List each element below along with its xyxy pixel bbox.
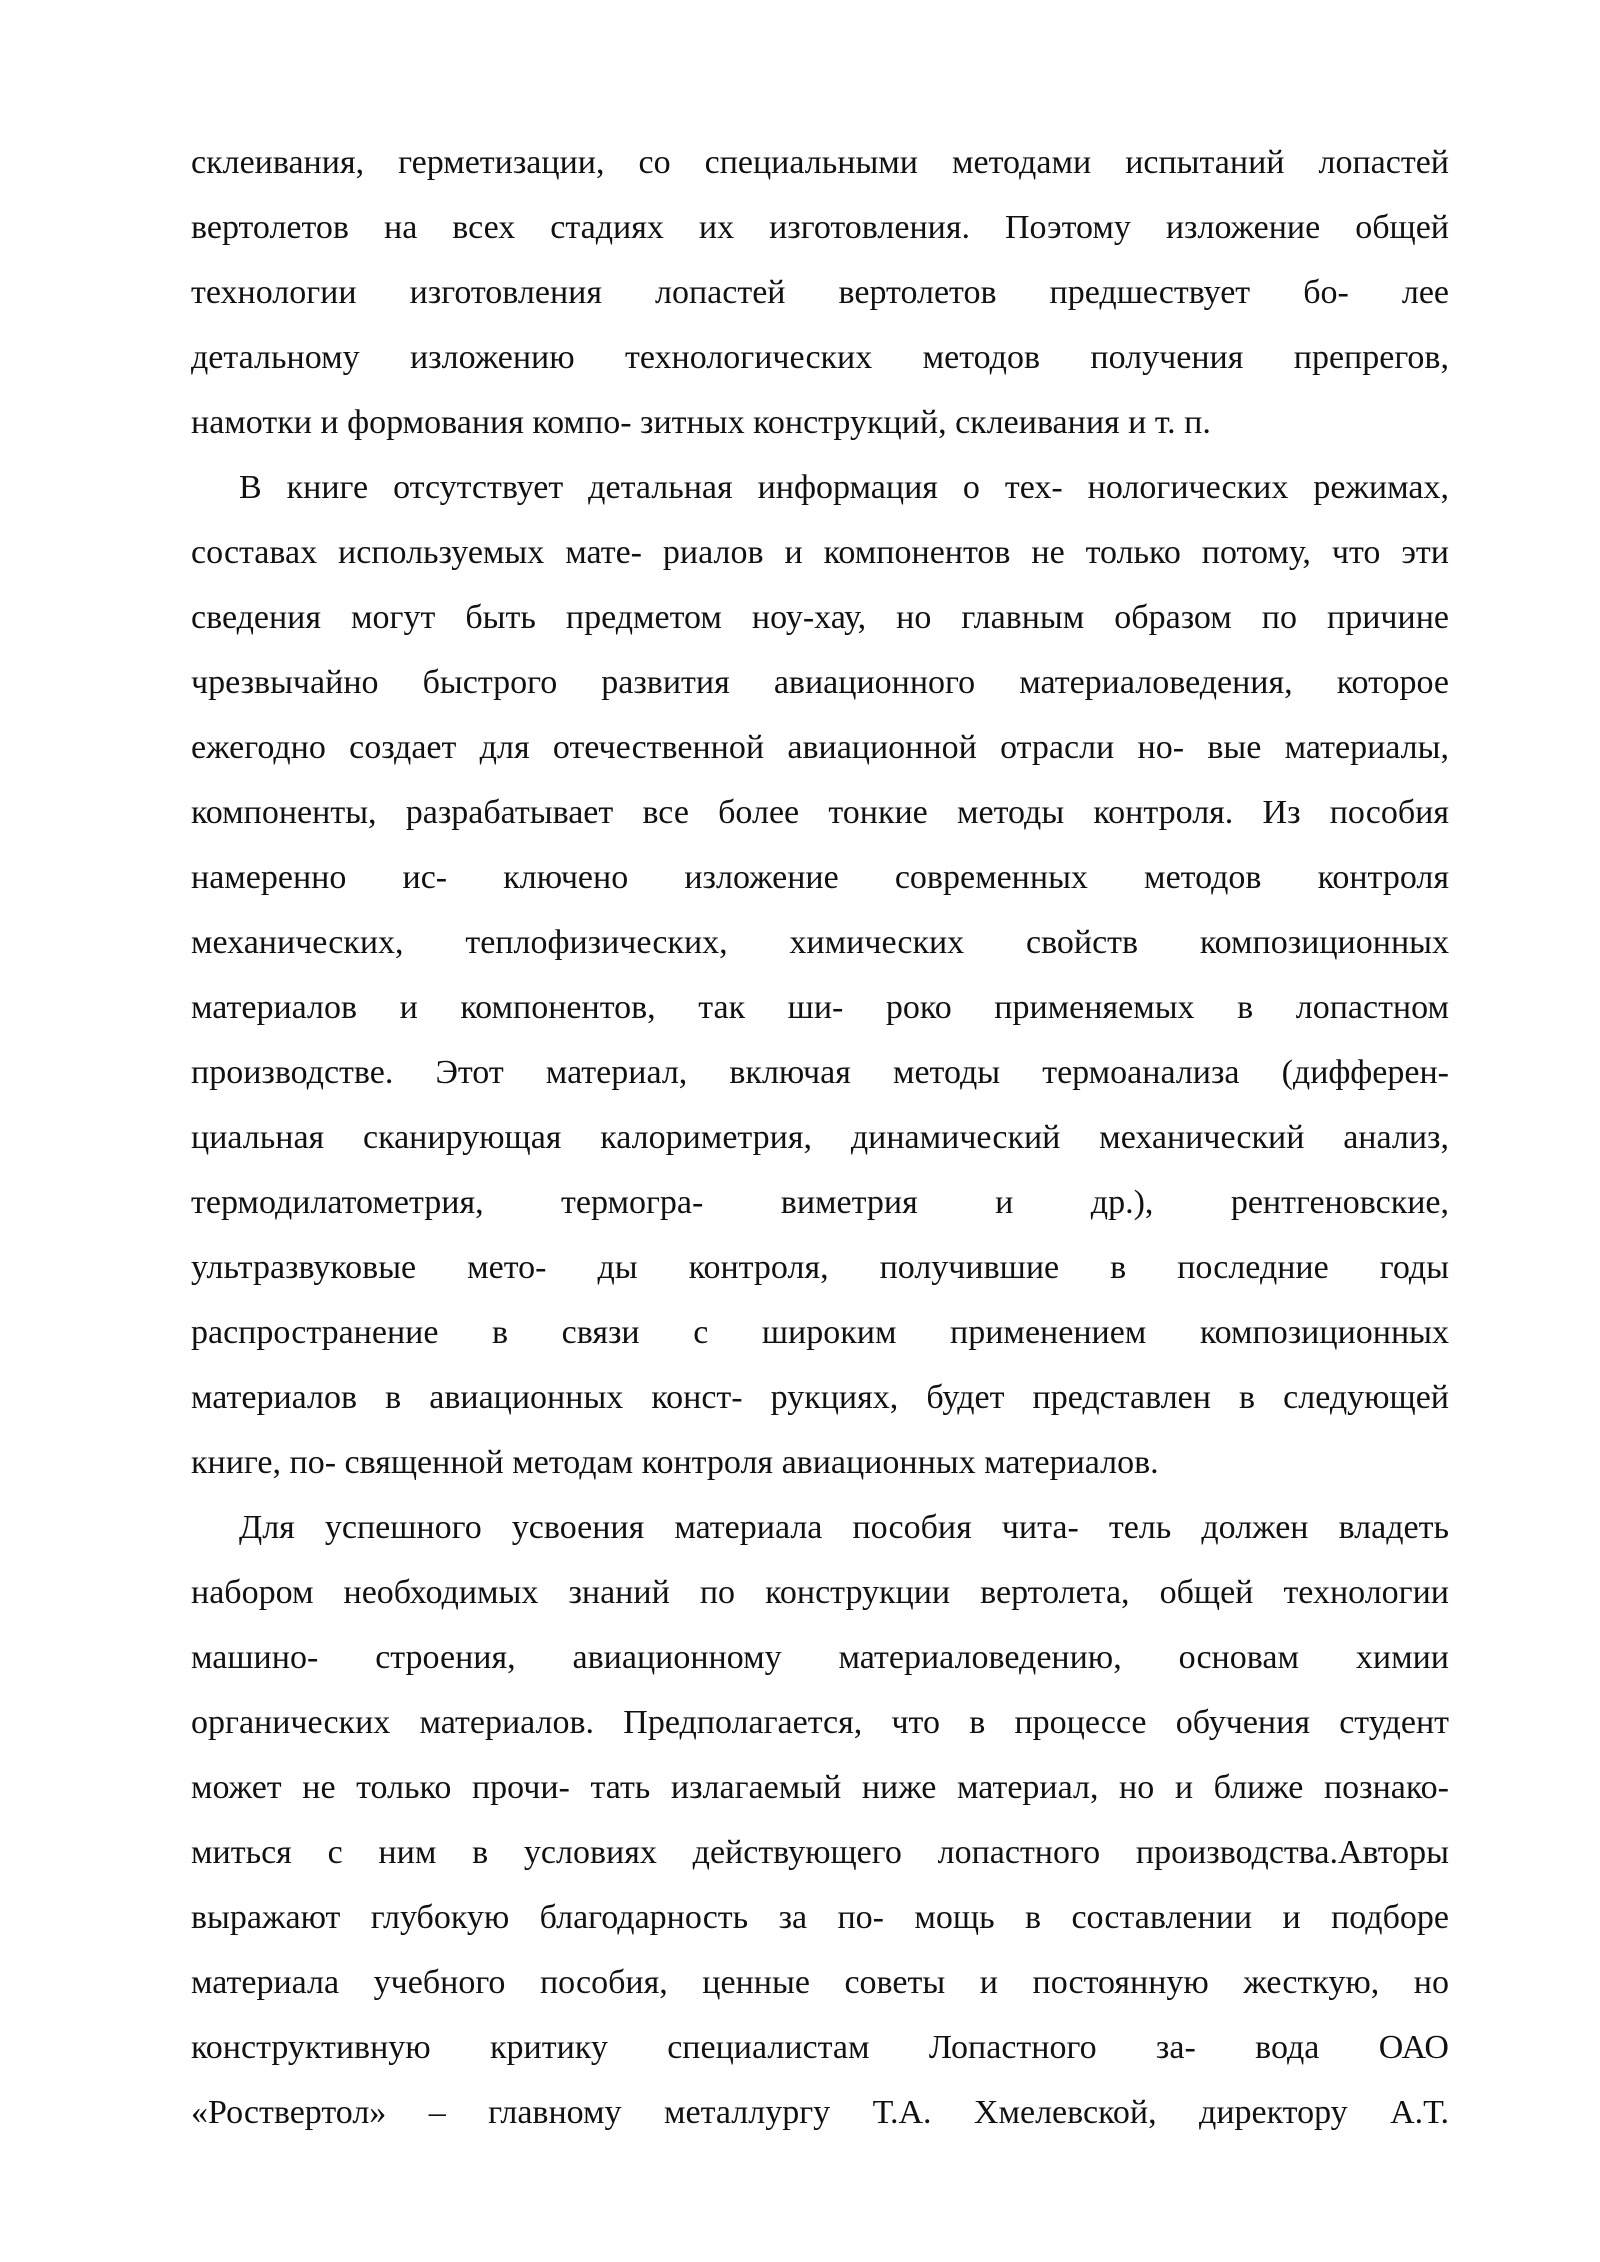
text-line: «Роствертол» – главному металлургу Т.А. Хмелевской, директору А.Т.: [191, 2094, 1449, 2131]
text-line: механических, теплофизических, химических свойств композиционных: [191, 924, 1449, 961]
text-line: Для успешного усвоения материала пособия чита- тель должен владеть: [239, 1509, 1449, 1546]
text-line: книге, по- священной методам контроля авиационных материалов.: [191, 1444, 1159, 1481]
text-line: детальному изложению технологических методов получения препрегов,: [191, 339, 1449, 376]
text-line: вертолетов на всех стадиях их изготовления. Поэтому изложение общей: [191, 209, 1449, 246]
body-text: [191, 130, 1449, 2145]
text-line: выражают глубокую благодарность за по- мощь в составлении и подборе: [191, 1899, 1449, 1936]
text-line: компоненты, разрабатывает все более тонкие методы контроля. Из пособия: [191, 794, 1449, 831]
text-line: ультразвуковые мето- ды контроля, получившие в последние годы: [191, 1249, 1449, 1286]
text-line: материалов в авиационных конст- рукциях, будет представлен в следующей: [191, 1379, 1449, 1416]
text-line: сведения могут быть предметом ноу-хау, но главным образом по причине: [191, 599, 1449, 636]
text-line: конструктивную критику специалистам Лопастного за- вода ОАО: [191, 2029, 1449, 2066]
text-line: В книге отсутствует детальная информация о тех- нологических режимах,: [239, 469, 1449, 506]
text-line: материала учебного пособия, ценные советы и постоянную жесткую, но: [191, 1964, 1449, 2001]
text-line: набором необходимых знаний по конструкции вертолета, общей технологии: [191, 1574, 1449, 1611]
text-line: намеренно ис- ключено изложение современных методов контроля: [191, 859, 1449, 896]
text-line: органических материалов. Предполагается, что в процессе обучения студент: [191, 1704, 1449, 1741]
text-line: циальная сканирующая калориметрия, динамический механический анализ,: [191, 1119, 1449, 1156]
text-line: распространение в связи с широким применением композиционных: [191, 1314, 1449, 1351]
text-line: может не только прочи- тать излагаемый ниже материал, но и ближе познако-: [191, 1769, 1449, 1806]
text-line: чрезвычайно быстрого развития авиационного материаловедения, которое: [191, 664, 1449, 701]
text-line: намотки и формования компо- зитных конструкций, склеивания и т. п.: [191, 404, 1211, 441]
text-line: технологии изготовления лопастей вертолетов предшествует бо- лее: [191, 274, 1449, 311]
text-line: производстве. Этот материал, включая методы термоанализа (дифферен-: [191, 1054, 1449, 1091]
text-line: склеивания, герметизации, со специальными методами испытаний лопастей: [191, 144, 1449, 181]
text-line: термодилатометрия, термогра- виметрия и др.), рентгеновские,: [191, 1184, 1449, 1221]
text-line: миться с ним в условиях действующего лопастного производства.Авторы: [191, 1834, 1449, 1871]
text-line: составах используемых мате- риалов и компонентов не только потому, что эти: [191, 534, 1449, 571]
text-line: ежегодно создает для отечественной авиационной отрасли но- вые материалы,: [191, 729, 1449, 766]
text-line: машино- строения, авиационному материаловедению, основам химии: [191, 1639, 1449, 1676]
text-line: материалов и компонентов, так ши- роко применяемых в лопастном: [191, 989, 1449, 1026]
